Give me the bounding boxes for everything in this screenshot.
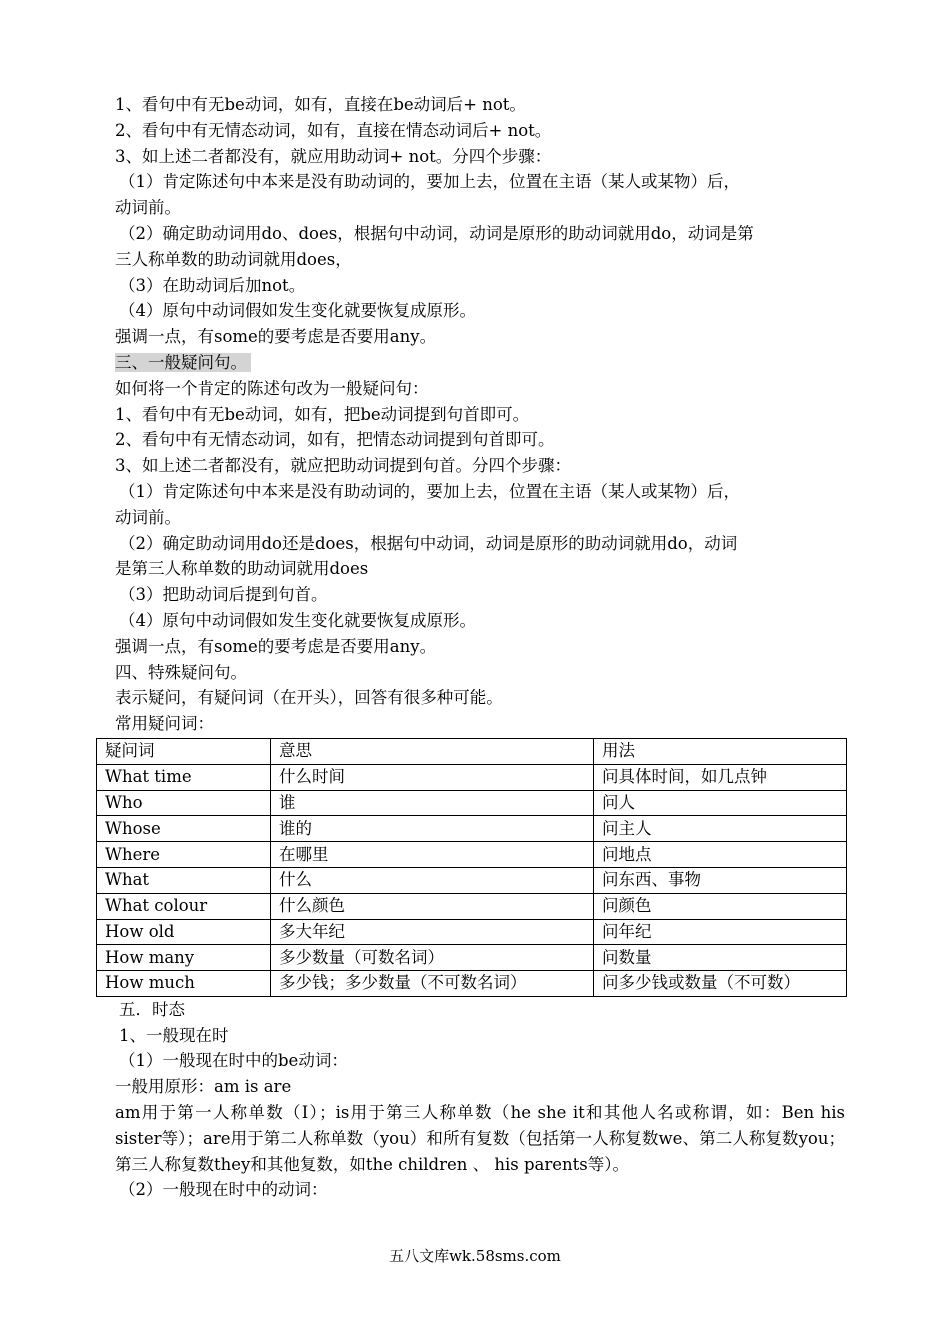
- table-cell: 问年纪: [594, 919, 847, 945]
- table-cell: Where: [97, 842, 271, 868]
- text-line: （2）确定助动词用do还是does，根据句中动词，动词是原形的助动词就用do，动词: [119, 533, 738, 553]
- table-header-row: [97, 738, 847, 764]
- table-cell: 多少钱；多少数量（不可数名词）: [271, 971, 594, 997]
- page-footer: 五八文库wk.58sms.com: [389, 1247, 561, 1265]
- table-cell: 问数量: [594, 945, 847, 971]
- table-cell: Who: [97, 790, 271, 816]
- table-cell: 问人: [594, 790, 847, 816]
- table-cell: What time: [97, 764, 271, 790]
- table-cell: 问多少钱或数量（不可数）: [594, 971, 847, 997]
- section-general-question: [115, 376, 845, 737]
- text-line: 1、看句中有无be动词，如有，把be动词提到句首即可。: [115, 404, 530, 424]
- table-cell: 问地点: [594, 842, 847, 868]
- table-row: [97, 842, 847, 868]
- paragraph-am-is-are: am用于第一人称单数（I）；is用于第三人称单数（he she it和其他人名或称谓，如：Ben his sister等）；are用于第二人称单数（you）和所有复数（包括第一人称复数we、第二人称复数you；第三人称复数they和其他复数，如the children 、 his parents等）。: [115, 1103, 845, 1174]
- text-line: 3、如上述二者都没有，就应把助动词提到句首。分四个步骤：: [115, 456, 571, 476]
- text-line: 1、一般现在时: [119, 1025, 229, 1045]
- text-line: （4）原句中动词假如发生变化就要恢复成原形。: [119, 610, 476, 630]
- table-row: [97, 945, 847, 971]
- text-line: 1、看句中有无be动词，如有，直接在be动词后+ not。: [115, 95, 526, 114]
- table-row: [97, 816, 847, 842]
- text-line: 表示疑问，有疑问词（在开头），回答有很多种可能。: [115, 688, 503, 708]
- table-cell: 谁: [271, 790, 594, 816]
- text-line: 常用疑问词：: [115, 714, 214, 734]
- section-heading-general-question: [115, 350, 845, 376]
- text-line: 3、如上述二者都没有，就应用助动词+ not。分四个步骤：: [115, 146, 552, 166]
- table-row: [97, 867, 847, 893]
- table-cell: 问东西、事物: [594, 867, 847, 893]
- text-line: （3）在助动词后加not。: [119, 275, 306, 295]
- text-line: 一般用原形：am is are: [115, 1077, 292, 1097]
- table-row: [97, 764, 847, 790]
- text-line: 五．时态: [119, 999, 185, 1019]
- text-line: （2）一般现在时中的动词：: [119, 1180, 328, 1200]
- table-header-cell: 意思: [271, 738, 594, 764]
- question-word-table: [96, 738, 847, 997]
- text-line: （2）确定助动词用do、does，根据句中动词，动词是原形的助动词就用do，动词是第: [119, 223, 754, 243]
- section-tense: [115, 997, 845, 1203]
- table-cell: How old: [97, 919, 271, 945]
- table-cell: 谁的: [271, 816, 594, 842]
- text-line: （1）一般现在时中的be动词：: [119, 1051, 348, 1071]
- table-cell: 问颜色: [594, 893, 847, 919]
- table-cell: 问具体时间，如几点钟: [594, 764, 847, 790]
- table-cell: How many: [97, 945, 271, 971]
- table-cell: What colour: [97, 893, 271, 919]
- text-line: （3）把助动词后提到句首。: [119, 585, 328, 605]
- table-cell: 什么颜色: [271, 893, 594, 919]
- text-line: 强调一点，有some的要考虑是否要用any。: [115, 327, 437, 347]
- text-line: 动词前。: [115, 198, 181, 218]
- table-cell: What: [97, 867, 271, 893]
- text-line: 2、看句中有无情态动词，如有，把情态动词提到句首即可。: [115, 430, 555, 450]
- text-line: 2、看句中有无情态动词，如有，直接在情态动词后+ not。: [115, 120, 552, 140]
- table-cell: How much: [97, 971, 271, 997]
- table-cell: 多大年纪: [271, 919, 594, 945]
- document-body: [105, 92, 845, 1203]
- text-line: 三人称单数的助动词就用does，: [115, 249, 352, 269]
- section-negation-steps: [115, 92, 845, 350]
- text-line: 四、特殊疑问句。: [115, 662, 247, 682]
- text-line: 如何将一个肯定的陈述句改为一般疑问句：: [115, 378, 429, 398]
- text-line: 是第三人称单数的助动词就用does: [115, 559, 369, 579]
- highlighted-heading: 三、一般疑问句。: [115, 353, 251, 372]
- table-header-cell: 疑问词: [97, 738, 271, 764]
- text-line: （1）肯定陈述句中本来是没有助动词的，要加上去，位置在主语（某人或某物）后，: [119, 172, 740, 192]
- text-line: 动词前。: [115, 507, 181, 527]
- table-cell: Whose: [97, 816, 271, 842]
- table-row: [97, 893, 847, 919]
- table-cell: 什么: [271, 867, 594, 893]
- table-row: [97, 919, 847, 945]
- table-cell: 在哪里: [271, 842, 594, 868]
- table-row: [97, 971, 847, 997]
- table-cell: 多少数量（可数名词）: [271, 945, 594, 971]
- table-cell: 什么时间: [271, 764, 594, 790]
- table-header-cell: 用法: [594, 738, 847, 764]
- text-line: （1）肯定陈述句中本来是没有助动词的，要加上去，位置在主语（某人或某物）后，: [119, 481, 740, 501]
- table-row: [97, 790, 847, 816]
- table-cell: 问主人: [594, 816, 847, 842]
- text-line: （4）原句中动词假如发生变化就要恢复成原形。: [119, 301, 476, 321]
- text-line: 强调一点，有some的要考虑是否要用any。: [115, 636, 437, 656]
